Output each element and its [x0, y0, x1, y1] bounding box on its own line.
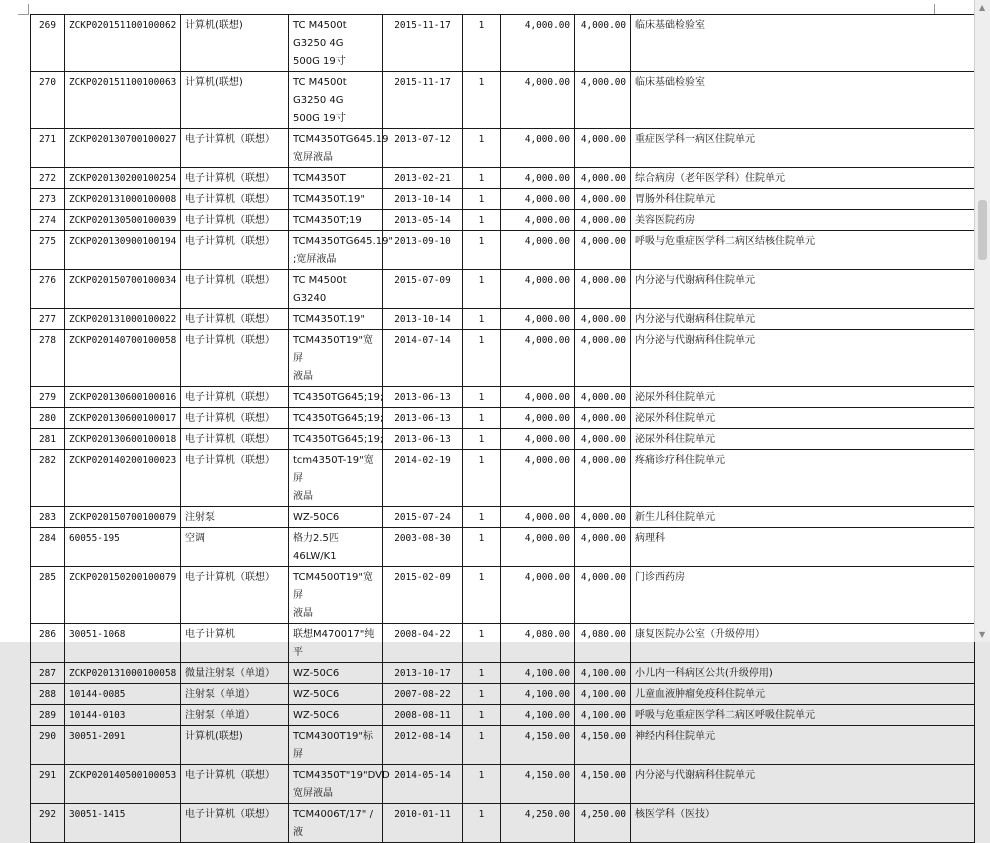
- cell-amount: 4,000.00: [575, 210, 631, 231]
- cell-quantity: 1: [463, 309, 501, 330]
- table-row: [31, 168, 975, 189]
- cell-department: 核医学科（医技）: [631, 804, 975, 843]
- table-row: [31, 15, 975, 72]
- cell-model: TC4350TG645;19;: [289, 408, 383, 429]
- cell-index: 280: [31, 408, 65, 429]
- cell-model: TCM4350T.19": [289, 309, 383, 330]
- cell-department: 病理科: [631, 528, 975, 567]
- cell-asset-code: 30051-1068: [65, 624, 181, 663]
- cell-date: 2007-08-22: [383, 684, 463, 705]
- cell-asset-name: 电子计算机（联想）: [181, 567, 289, 624]
- cell-unit-price: 4,000.00: [501, 129, 575, 168]
- cell-unit-price: 4,150.00: [501, 726, 575, 765]
- cell-quantity: 1: [463, 231, 501, 270]
- cell-index: 272: [31, 168, 65, 189]
- table-row: [31, 705, 975, 726]
- cell-index: 291: [31, 765, 65, 804]
- cell-model: TCM4350T"19"DVD 宽屏液晶: [289, 765, 383, 804]
- cell-quantity: 1: [463, 567, 501, 624]
- cell-date: 2013-07-12: [383, 129, 463, 168]
- cell-asset-code: ZCKP020130200100254: [65, 168, 181, 189]
- cell-department: 内分泌与代谢病科住院单元: [631, 309, 975, 330]
- cell-model: TC M4500t G3240: [289, 270, 383, 309]
- cell-asset-code: ZCKP020150700100034: [65, 270, 181, 309]
- cell-asset-name: 电子计算机（联想）: [181, 450, 289, 507]
- cell-date: 2012-08-14: [383, 726, 463, 765]
- cell-asset-name: 电子计算机（联想）: [181, 765, 289, 804]
- table-row: [31, 210, 975, 231]
- cell-amount: 4,000.00: [575, 567, 631, 624]
- cell-department: 综合病房（老年医学科）住院单元: [631, 168, 975, 189]
- cell-date: 2015-02-09: [383, 567, 463, 624]
- cell-model: TCM4350T;19: [289, 210, 383, 231]
- cell-index: 275: [31, 231, 65, 270]
- cell-amount: 4,000.00: [575, 270, 631, 309]
- cell-amount: 4,000.00: [575, 330, 631, 387]
- table-row: [31, 567, 975, 624]
- cell-asset-code: 60055-195: [65, 528, 181, 567]
- cell-index: 270: [31, 72, 65, 129]
- cell-unit-price: 4,080.00: [501, 624, 575, 663]
- cell-asset-code: 10144-0085: [65, 684, 181, 705]
- cell-date: 2013-10-14: [383, 189, 463, 210]
- cell-department: 内分泌与代谢病科住院单元: [631, 330, 975, 387]
- cell-index: 288: [31, 684, 65, 705]
- scroll-up-arrow-icon[interactable]: ▲: [979, 3, 986, 12]
- cell-asset-name: 电子计算机: [181, 624, 289, 663]
- cell-quantity: 1: [463, 705, 501, 726]
- cell-department: 呼吸与危重症医学科二病区呼吸住院单元: [631, 705, 975, 726]
- cell-model: TCM4350TG645.19 宽屏液晶: [289, 129, 383, 168]
- cell-date: 2003-08-30: [383, 528, 463, 567]
- cell-quantity: 1: [463, 189, 501, 210]
- cell-asset-code: ZCKP020150700100079: [65, 507, 181, 528]
- cell-department: 泌尿外科住院单元: [631, 408, 975, 429]
- cell-model: TC M4500t G3250 4G 500G 19寸: [289, 15, 383, 72]
- table-row: [31, 450, 975, 507]
- cell-date: 2015-07-09: [383, 270, 463, 309]
- cell-unit-price: 4,000.00: [501, 408, 575, 429]
- cell-quantity: 1: [463, 270, 501, 309]
- cell-model: TCM4350T.19": [289, 189, 383, 210]
- cell-index: 284: [31, 528, 65, 567]
- cell-quantity: 1: [463, 507, 501, 528]
- cell-department: 泌尿外科住院单元: [631, 387, 975, 408]
- cell-amount: 4,000.00: [575, 528, 631, 567]
- cell-quantity: 1: [463, 429, 501, 450]
- cell-unit-price: 4,000.00: [501, 330, 575, 387]
- cell-model: WZ-50C6: [289, 684, 383, 705]
- cell-amount: 4,000.00: [575, 408, 631, 429]
- cell-asset-name: 电子计算机（联想）: [181, 168, 289, 189]
- cell-amount: 4,000.00: [575, 309, 631, 330]
- cell-unit-price: 4,000.00: [501, 528, 575, 567]
- cell-unit-price: 4,100.00: [501, 684, 575, 705]
- cell-department: 美容医院药房: [631, 210, 975, 231]
- cell-model: WZ-50C6: [289, 507, 383, 528]
- cell-unit-price: 4,000.00: [501, 567, 575, 624]
- cell-date: 2013-09-10: [383, 231, 463, 270]
- cell-unit-price: 4,000.00: [501, 72, 575, 129]
- table-row: [31, 408, 975, 429]
- cell-asset-name: 注射泵（单道）: [181, 705, 289, 726]
- cell-department: 康复医院办公室（升级停用）: [631, 624, 975, 663]
- cell-amount: 4,100.00: [575, 684, 631, 705]
- cell-department: 泌尿外科住院单元: [631, 429, 975, 450]
- cell-date: 2013-05-14: [383, 210, 463, 231]
- cell-quantity: 1: [463, 387, 501, 408]
- cell-model: TCM4006T/17" /液: [289, 804, 383, 843]
- cell-model: TCM4350T: [289, 168, 383, 189]
- cell-model: TC4350TG645;19;: [289, 429, 383, 450]
- cell-asset-name: 注射泵: [181, 507, 289, 528]
- cell-date: 2015-07-24: [383, 507, 463, 528]
- cell-asset-code: ZCKP020130900100194: [65, 231, 181, 270]
- cell-model: WZ-50C6: [289, 663, 383, 684]
- cell-asset-code: ZCKP020140200100023: [65, 450, 181, 507]
- vertical-scrollbar[interactable]: [974, 0, 990, 642]
- cell-date: 2010-01-11: [383, 804, 463, 843]
- cell-amount: 4,250.00: [575, 804, 631, 843]
- cell-unit-price: 4,000.00: [501, 450, 575, 507]
- cell-quantity: 1: [463, 624, 501, 663]
- cell-quantity: 1: [463, 765, 501, 804]
- cell-model: TCM4350T19"宽屏 液晶: [289, 330, 383, 387]
- cell-asset-code: ZCKP020131000100022: [65, 309, 181, 330]
- cell-asset-code: ZCKP020140500100053: [65, 765, 181, 804]
- cell-date: 2008-08-11: [383, 705, 463, 726]
- cell-asset-name: 空调: [181, 528, 289, 567]
- cell-department: 神经内科住院单元: [631, 726, 975, 765]
- cell-department: 临床基础检验室: [631, 15, 975, 72]
- cell-department: 临床基础检验室: [631, 72, 975, 129]
- cell-asset-code: 10144-0103: [65, 705, 181, 726]
- cell-amount: 4,100.00: [575, 663, 631, 684]
- cell-asset-name: 电子计算机（联想）: [181, 387, 289, 408]
- cell-model: TCM4350TG645.19" ;宽屏液晶: [289, 231, 383, 270]
- cell-amount: 4,080.00: [575, 624, 631, 663]
- cell-amount: 4,000.00: [575, 72, 631, 129]
- cell-unit-price: 4,000.00: [501, 231, 575, 270]
- cell-date: 2008-04-22: [383, 624, 463, 663]
- table-row: [31, 507, 975, 528]
- scroll-down-arrow-icon[interactable]: ▼: [979, 630, 986, 639]
- cell-amount: 4,000.00: [575, 15, 631, 72]
- cell-unit-price: 4,000.00: [501, 507, 575, 528]
- cell-unit-price: 4,000.00: [501, 309, 575, 330]
- cell-asset-name: 计算机(联想): [181, 15, 289, 72]
- cell-date: 2014-05-14: [383, 765, 463, 804]
- cell-department: 重症医学科一病区住院单元: [631, 129, 975, 168]
- cell-department: 内分泌与代谢病科住院单元: [631, 765, 975, 804]
- cell-index: 279: [31, 387, 65, 408]
- cell-amount: 4,150.00: [575, 765, 631, 804]
- table-row: [31, 231, 975, 270]
- cell-quantity: 1: [463, 450, 501, 507]
- cell-index: 276: [31, 270, 65, 309]
- table-row: [31, 765, 975, 804]
- cell-unit-price: 4,100.00: [501, 663, 575, 684]
- scroll-thumb[interactable]: [978, 200, 987, 260]
- cell-quantity: 1: [463, 528, 501, 567]
- cell-asset-name: 注射泵（单道）: [181, 684, 289, 705]
- cell-model: TCM4300T19"标屏: [289, 726, 383, 765]
- cell-index: 269: [31, 15, 65, 72]
- cell-asset-code: ZCKP020131000100058: [65, 663, 181, 684]
- cell-model: 联想M470017"纯平: [289, 624, 383, 663]
- cell-asset-name: 电子计算机（联想）: [181, 270, 289, 309]
- page-corner-mark: [18, 4, 29, 15]
- cell-amount: 4,000.00: [575, 387, 631, 408]
- cell-department: 门诊西药房: [631, 567, 975, 624]
- cell-index: 290: [31, 726, 65, 765]
- cell-unit-price: 4,100.00: [501, 705, 575, 726]
- cell-asset-name: 微量注射泵（单道）: [181, 663, 289, 684]
- cell-model: 格力2.5匹46LW/K1: [289, 528, 383, 567]
- cell-asset-name: 电子计算机（联想）: [181, 330, 289, 387]
- cell-quantity: 1: [463, 804, 501, 843]
- cell-asset-name: 电子计算机（联想）: [181, 408, 289, 429]
- cell-index: 292: [31, 804, 65, 843]
- cell-asset-code: ZCKP020150200100079: [65, 567, 181, 624]
- table-row: [31, 270, 975, 309]
- cell-asset-name: 电子计算机（联想）: [181, 231, 289, 270]
- cell-asset-code: 30051-1415: [65, 804, 181, 843]
- cell-date: 2013-10-14: [383, 309, 463, 330]
- table-row: [31, 129, 975, 168]
- table-row: [31, 189, 975, 210]
- cell-index: 282: [31, 450, 65, 507]
- cell-amount: 4,000.00: [575, 450, 631, 507]
- cell-unit-price: 4,000.00: [501, 429, 575, 450]
- cell-date: 2015-11-17: [383, 15, 463, 72]
- cell-quantity: 1: [463, 330, 501, 387]
- cell-quantity: 1: [463, 726, 501, 765]
- cell-department: 胃肠外科住院单元: [631, 189, 975, 210]
- cell-asset-code: ZCKP020151100100062: [65, 15, 181, 72]
- cell-date: 2014-07-14: [383, 330, 463, 387]
- cell-index: 286: [31, 624, 65, 663]
- table-row: [31, 624, 975, 663]
- asset-table: [30, 14, 975, 843]
- cell-unit-price: 4,150.00: [501, 765, 575, 804]
- cell-department: 疼痛诊疗科住院单元: [631, 450, 975, 507]
- table-row: [31, 804, 975, 843]
- cell-quantity: 1: [463, 663, 501, 684]
- cell-asset-name: 电子计算机（联想）: [181, 804, 289, 843]
- cell-date: 2015-11-17: [383, 72, 463, 129]
- cell-amount: 4,000.00: [575, 429, 631, 450]
- cell-unit-price: 4,000.00: [501, 387, 575, 408]
- cell-model: TC4350TG645;19;: [289, 387, 383, 408]
- cell-department: 小儿内一科病区公共(升级停用): [631, 663, 975, 684]
- cell-index: 274: [31, 210, 65, 231]
- cell-asset-name: 计算机(联想): [181, 726, 289, 765]
- table-row: [31, 330, 975, 387]
- cell-date: 2013-06-13: [383, 429, 463, 450]
- table-row: [31, 726, 975, 765]
- cell-quantity: 1: [463, 210, 501, 231]
- cell-index: 278: [31, 330, 65, 387]
- cell-index: 285: [31, 567, 65, 624]
- cell-quantity: 1: [463, 684, 501, 705]
- cell-index: 289: [31, 705, 65, 726]
- cell-asset-name: 计算机(联想): [181, 72, 289, 129]
- cell-index: 287: [31, 663, 65, 684]
- table-row: [31, 387, 975, 408]
- cell-model: TCM4500T19"宽屏 液晶: [289, 567, 383, 624]
- table-row: [31, 429, 975, 450]
- cell-amount: 4,000.00: [575, 168, 631, 189]
- cell-asset-code: ZCKP020140700100058: [65, 330, 181, 387]
- cell-asset-code: ZCKP020130700100027: [65, 129, 181, 168]
- cell-quantity: 1: [463, 129, 501, 168]
- cell-asset-code: ZCKP020130600100018: [65, 429, 181, 450]
- cell-department: 儿童血液肿瘤免疫科住院单元: [631, 684, 975, 705]
- cell-department: 新生儿科住院单元: [631, 507, 975, 528]
- cell-asset-name: 电子计算机（联想）: [181, 309, 289, 330]
- cell-asset-code: ZCKP020130600100017: [65, 408, 181, 429]
- cell-date: 2014-02-19: [383, 450, 463, 507]
- cell-quantity: 1: [463, 15, 501, 72]
- cell-unit-price: 4,000.00: [501, 270, 575, 309]
- cell-model: TC M4500t G3250 4G 500G 19寸: [289, 72, 383, 129]
- cell-asset-code: ZCKP020131000100008: [65, 189, 181, 210]
- cell-asset-name: 电子计算机（联想）: [181, 189, 289, 210]
- table-row: [31, 72, 975, 129]
- cell-asset-name: 电子计算机（联想）: [181, 129, 289, 168]
- table-row: [31, 528, 975, 567]
- asset-table-body: [31, 15, 975, 843]
- cell-department: 呼吸与危重症医学科二病区结核住院单元: [631, 231, 975, 270]
- cell-department: 内分泌与代谢病科住院单元: [631, 270, 975, 309]
- cell-amount: 4,150.00: [575, 726, 631, 765]
- cell-index: 271: [31, 129, 65, 168]
- cell-asset-code: ZCKP020151100100063: [65, 72, 181, 129]
- cell-asset-code: ZCKP020130600100016: [65, 387, 181, 408]
- table-row: [31, 684, 975, 705]
- cell-quantity: 1: [463, 408, 501, 429]
- cell-amount: 4,100.00: [575, 705, 631, 726]
- cell-index: 277: [31, 309, 65, 330]
- cell-amount: 4,000.00: [575, 507, 631, 528]
- cell-unit-price: 4,000.00: [501, 15, 575, 72]
- cell-asset-name: 电子计算机（联想）: [181, 210, 289, 231]
- cell-unit-price: 4,000.00: [501, 210, 575, 231]
- cell-quantity: 1: [463, 72, 501, 129]
- cell-amount: 4,000.00: [575, 231, 631, 270]
- cell-date: 2013-10-17: [383, 663, 463, 684]
- table-row: [31, 663, 975, 684]
- cell-index: 281: [31, 429, 65, 450]
- cell-quantity: 1: [463, 168, 501, 189]
- cell-asset-code: ZCKP020130500100039: [65, 210, 181, 231]
- cell-date: 2013-02-21: [383, 168, 463, 189]
- cell-unit-price: 4,000.00: [501, 189, 575, 210]
- cell-amount: 4,000.00: [575, 189, 631, 210]
- cell-index: 283: [31, 507, 65, 528]
- cell-unit-price: 4,000.00: [501, 168, 575, 189]
- cell-date: 2013-06-13: [383, 387, 463, 408]
- cell-model: tcm4350T-19"宽屏 液晶: [289, 450, 383, 507]
- cell-model: WZ-50C6: [289, 705, 383, 726]
- cell-amount: 4,000.00: [575, 129, 631, 168]
- cell-asset-code: 30051-2091: [65, 726, 181, 765]
- cell-asset-name: 电子计算机（联想）: [181, 429, 289, 450]
- cell-date: 2013-06-13: [383, 408, 463, 429]
- cell-unit-price: 4,250.00: [501, 804, 575, 843]
- cell-index: 273: [31, 189, 65, 210]
- table-row: [31, 309, 975, 330]
